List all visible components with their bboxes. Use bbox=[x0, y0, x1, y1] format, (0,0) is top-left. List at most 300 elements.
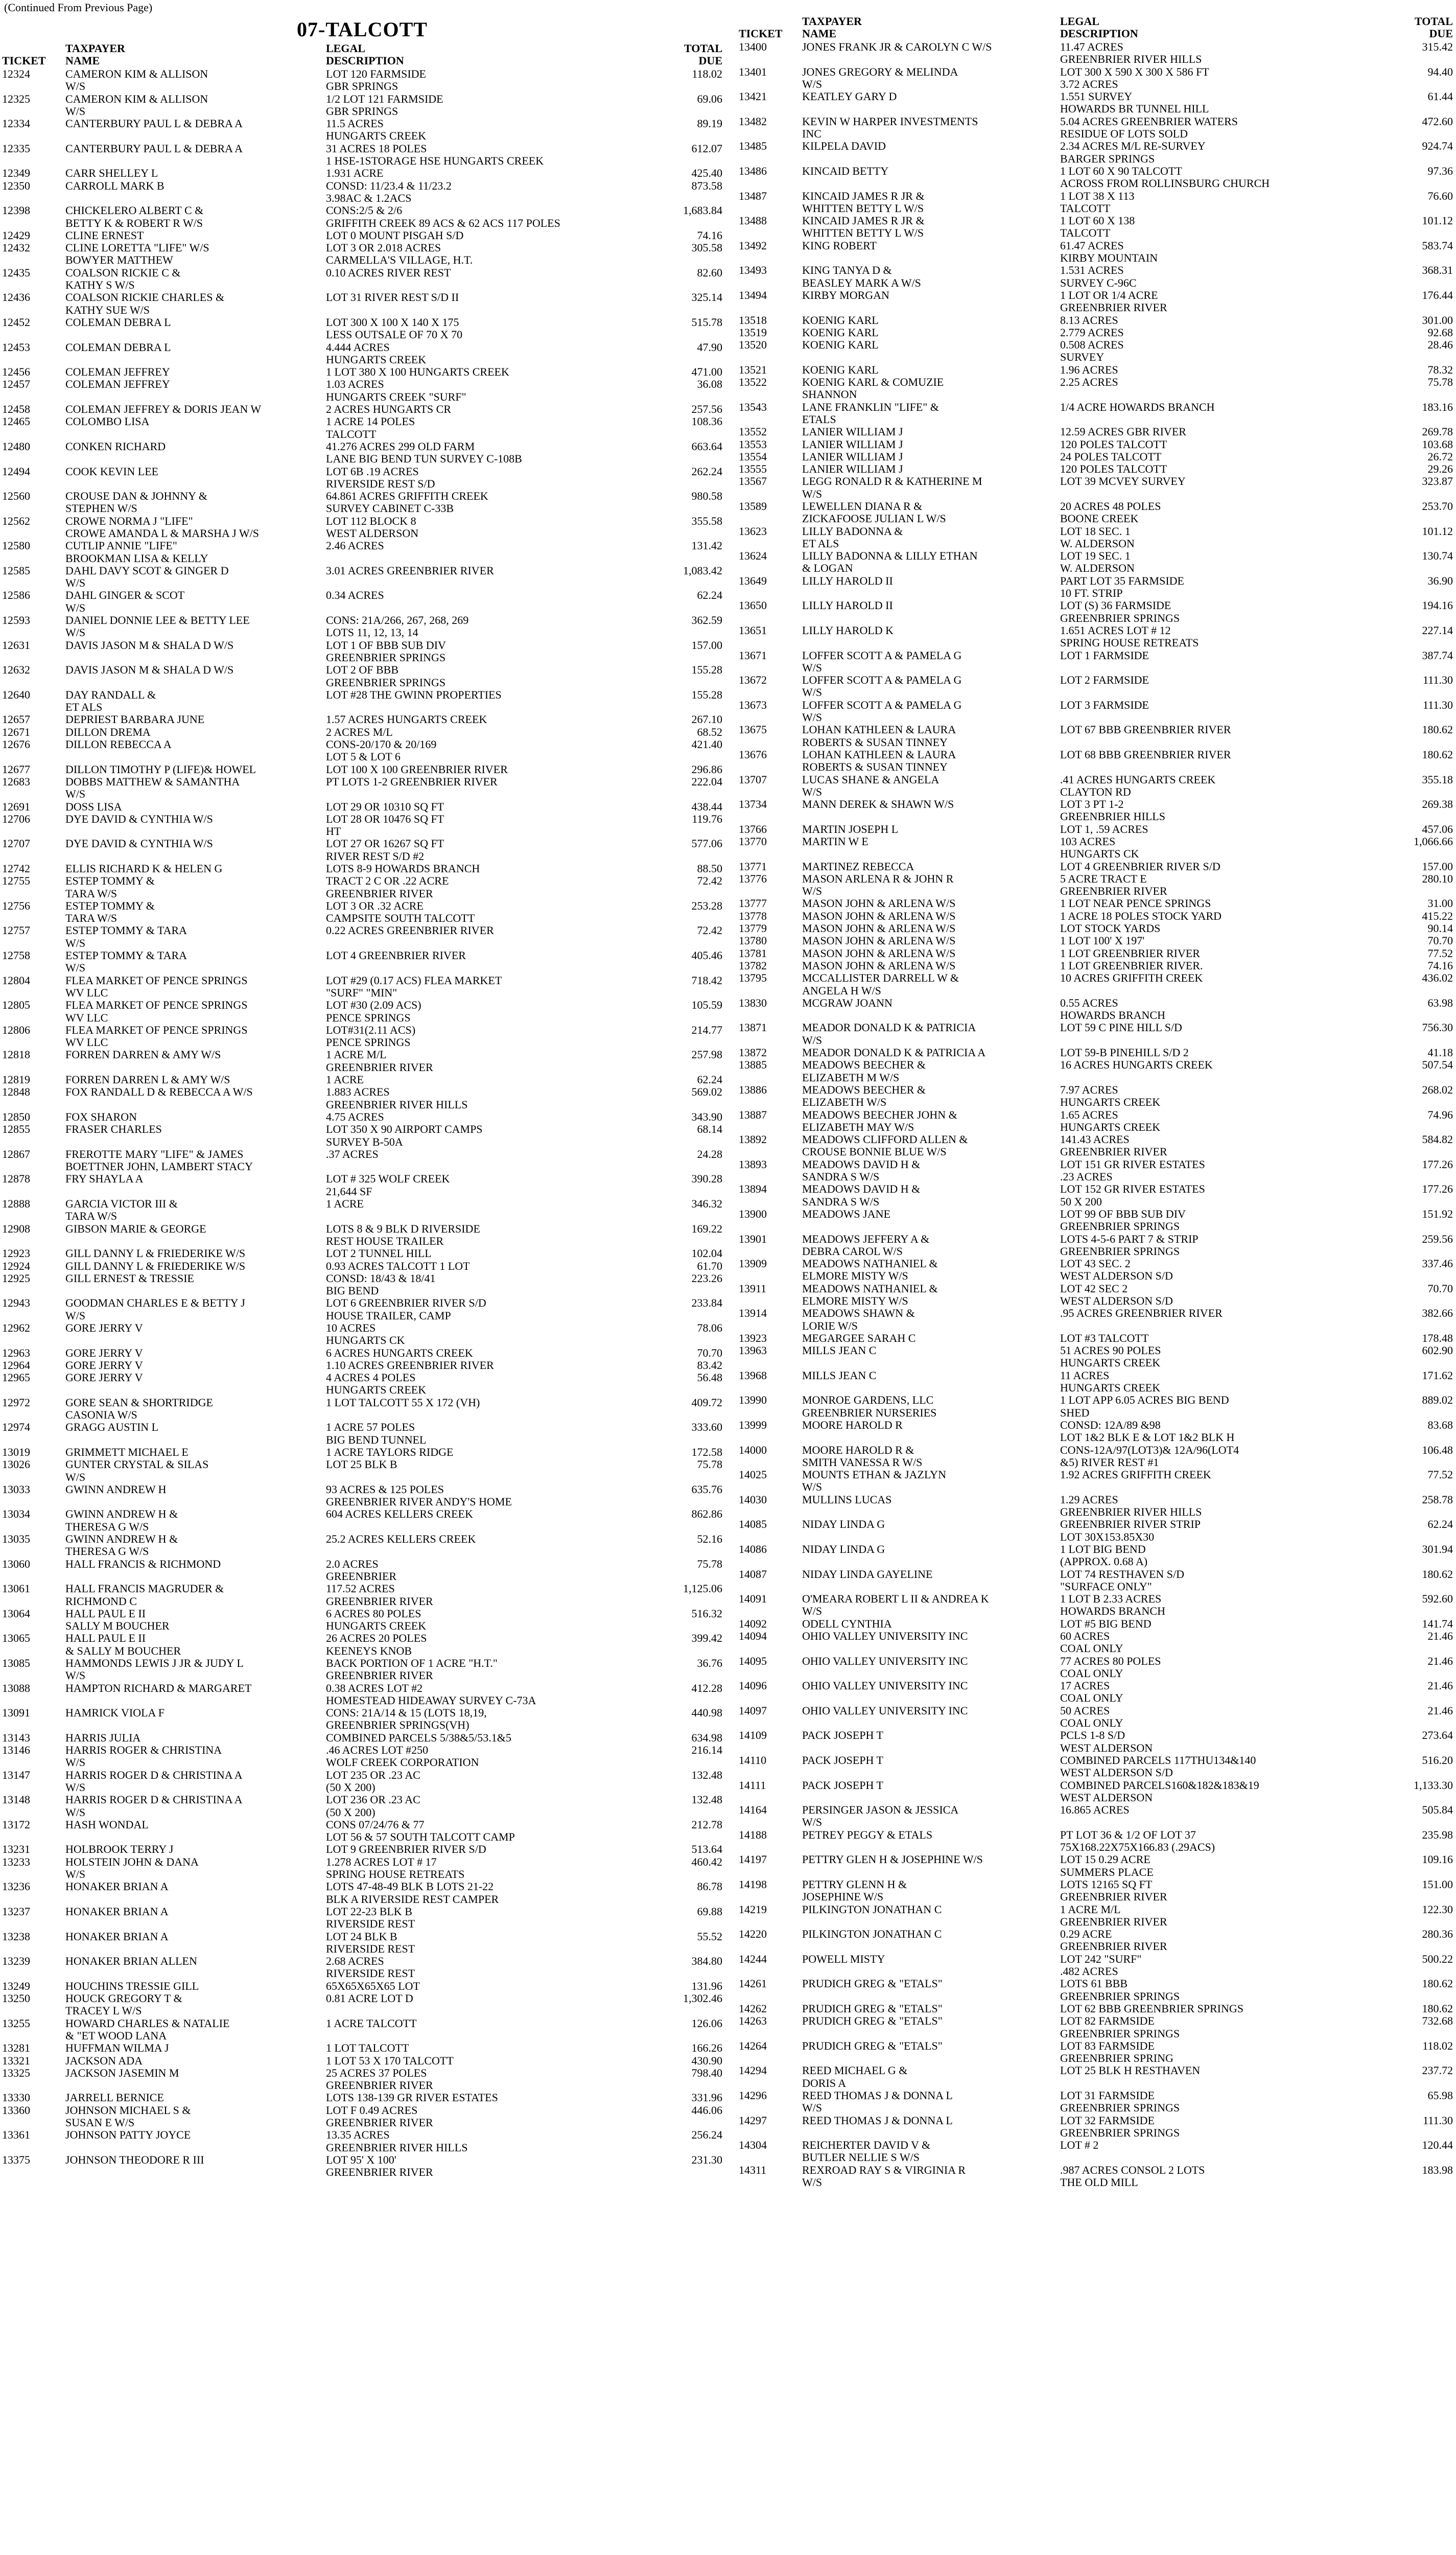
header-taxpayer-name: TAXPAYER NAME bbox=[802, 15, 862, 40]
ticket-number: 14304 bbox=[739, 2139, 767, 2152]
ticket-number: 13649 bbox=[739, 574, 767, 587]
legal-description: 1 LOT 60 X 138 TALCOTT bbox=[1060, 215, 1135, 240]
taxpayer-name: JONES GREGORY & MELINDA W/S bbox=[802, 65, 958, 90]
table-row bbox=[739, 1307, 1453, 1332]
taxpayer-name: GWINN ANDREW H & THERESA G W/S bbox=[65, 1533, 178, 1558]
taxpayer-name: REED THOMAS J & DONNA L bbox=[802, 2114, 953, 2127]
table-row bbox=[739, 960, 1453, 972]
table-row bbox=[2, 1955, 722, 1980]
total-due: 515.78 bbox=[691, 316, 722, 329]
ticket-number: 13085 bbox=[2, 1657, 30, 1669]
taxpayer-name: HOLBROOK TERRY J bbox=[65, 1843, 174, 1856]
table-row bbox=[739, 1618, 1453, 1630]
ticket-number: 13707 bbox=[739, 773, 767, 786]
legal-description: LOT 99 OF BBB SUB DIV GREENBRIER SPRINGS bbox=[1060, 1207, 1186, 1233]
ticket-number: 13555 bbox=[739, 463, 767, 476]
legal-description: LOT 67 BBB GREENBRIER RIVER bbox=[1060, 724, 1231, 736]
ticket-number: 13676 bbox=[739, 748, 767, 761]
table-row bbox=[2, 1347, 722, 1359]
total-due: 337.46 bbox=[1422, 1258, 1453, 1270]
taxpayer-name: DAVIS JASON M & SHALA D W/S bbox=[65, 664, 234, 677]
taxpayer-name: KIRBY MORGAN bbox=[802, 289, 889, 301]
legal-description: 10 ACRES GRIFFITH CREEK bbox=[1060, 972, 1203, 985]
legal-description: 141.43 ACRES GREENBRIER RIVER bbox=[1060, 1133, 1167, 1158]
table-row bbox=[2, 1247, 722, 1260]
total-due: 296.86 bbox=[691, 763, 722, 776]
taxpayer-name: KING TANYA D & BEASLEY MARK A W/S bbox=[802, 264, 921, 289]
header-taxpayer-name: TAXPAYER NAME bbox=[65, 42, 125, 67]
table-row bbox=[739, 1518, 1453, 1543]
taxpayer-name: GILL DANNY L & FRIEDERIKE W/S bbox=[65, 1247, 246, 1260]
taxpayer-name: MASON JOHN & ARLENA W/S bbox=[802, 922, 956, 935]
total-due: 355.58 bbox=[691, 515, 722, 527]
ticket-number: 12867 bbox=[2, 1148, 30, 1160]
taxpayer-name: DANIEL DONNIE LEE & BETTY LEE W/S bbox=[65, 614, 250, 639]
taxpayer-name: MANN DEREK & SHAWN W/S bbox=[802, 798, 954, 811]
ticket-number: 13651 bbox=[739, 624, 767, 637]
legal-description: .46 ACRES LOT #250 WOLF CREEK CORPORATION bbox=[326, 1744, 479, 1769]
legal-description: 77 ACRES 80 POLES COAL ONLY bbox=[1060, 1655, 1161, 1680]
total-due: 70.70 bbox=[1427, 935, 1453, 947]
ticket-number: 13494 bbox=[739, 289, 767, 301]
legal-description: 1 ACRE 18 POLES STOCK YARD bbox=[1060, 910, 1222, 922]
legal-description: 1 LOT TALCOTT bbox=[326, 2042, 409, 2055]
legal-description: 1.03 ACRES HUNGARTS CREEK "SURF" bbox=[326, 378, 466, 403]
taxpayer-name: PETTRY GLEN H & JOSEPHINE W/S bbox=[802, 1853, 983, 1866]
legal-description: 1 LOT BIG BEND (APPROX. 0.68 A) bbox=[1060, 1543, 1148, 1568]
taxpayer-name: GORE JERRY V bbox=[65, 1372, 143, 1384]
total-due: 178.48 bbox=[1422, 1332, 1453, 1344]
total-due: 177.26 bbox=[1422, 1158, 1453, 1171]
taxpayer-name: JACKSON JASEMIN M bbox=[65, 2066, 179, 2079]
total-due: 75.78 bbox=[1427, 376, 1453, 389]
total-due: 1,683.84 bbox=[683, 204, 722, 217]
taxpayer-name: KINCAID JAMES R JR & WHITTEN BETTY L W/S bbox=[802, 190, 925, 215]
legal-description: 1 ACRE TALCOTT bbox=[326, 2017, 417, 2030]
table-row bbox=[739, 1444, 1453, 1469]
total-due: 83.42 bbox=[697, 1359, 722, 1372]
table-row bbox=[2, 1421, 722, 1446]
legal-description: 1.10 ACRES GREENBRIER RIVER bbox=[326, 1359, 494, 1372]
taxpayer-name: LUCAS SHANE & ANGELA W/S bbox=[802, 773, 940, 798]
taxpayer-name: LANIER WILLIAM J bbox=[802, 450, 903, 463]
legal-description: 5.04 ACRES GREENBRIER WATERS RESIDUE OF LOTS SOLD bbox=[1060, 115, 1238, 141]
ticket-number: 13770 bbox=[739, 835, 767, 848]
total-due: 346.32 bbox=[691, 1198, 722, 1211]
taxpayer-name: DAHL GINGER & SCOT W/S bbox=[65, 589, 185, 614]
table-row bbox=[739, 1630, 1453, 1655]
taxpayer-name: ODELL CYNTHIA bbox=[802, 1617, 892, 1630]
ticket-number: 13893 bbox=[739, 1158, 767, 1171]
ticket-number: 14263 bbox=[739, 2015, 767, 2028]
table-row bbox=[739, 1593, 1453, 1618]
table-row bbox=[2, 1074, 722, 1086]
total-due: 305.58 bbox=[691, 242, 722, 254]
legal-description: 2.34 ACRES M/L RE-SURVEY BARGER SPRINGS bbox=[1060, 140, 1206, 165]
taxpayer-name: CLINE ERNEST bbox=[65, 229, 144, 242]
legal-description: 2 ACRES HUNGARTS CR bbox=[326, 403, 452, 416]
total-due: 118.02 bbox=[692, 68, 722, 80]
left-column bbox=[2, 15, 722, 2178]
ticket-number: 13671 bbox=[739, 649, 767, 662]
table-row bbox=[2, 2154, 722, 2179]
ticket-number: 12585 bbox=[2, 564, 30, 577]
legal-description: 1 LOT 38 X 113 TALCOTT bbox=[1060, 190, 1135, 215]
total-due: 55.52 bbox=[697, 1930, 722, 1943]
legal-description: LOT #5 BIG BEND bbox=[1060, 1617, 1152, 1630]
legal-description: LOT 31 RIVER REST S/D II bbox=[326, 291, 459, 304]
table-row bbox=[2, 900, 722, 925]
taxpayer-name: GWINN ANDREW H & THERESA G W/S bbox=[65, 1508, 178, 1533]
total-due: 132.48 bbox=[691, 1769, 722, 1781]
taxpayer-name: FLEA MARKET OF PENCE SPRINGS WV LLC bbox=[65, 974, 248, 999]
ticket-number: 13911 bbox=[739, 1282, 767, 1295]
legal-description: PT LOTS 1-2 GREENBRIER RIVER bbox=[326, 775, 498, 788]
legal-description: 117.52 ACRES GREENBRIER RIVER bbox=[326, 1583, 433, 1608]
taxpayer-name: HOUCK GREGORY T & TRACEY L W/S bbox=[65, 1992, 182, 2017]
table-row bbox=[739, 525, 1453, 550]
table-row bbox=[739, 823, 1453, 835]
ticket-number: 13963 bbox=[739, 1344, 767, 1357]
ticket-number: 14086 bbox=[739, 1543, 767, 1555]
total-due: 61.70 bbox=[697, 1260, 722, 1272]
taxpayer-name: REICHERTER DAVID V & BUTLER NELLIE S W/S bbox=[802, 2139, 931, 2164]
ticket-number: 13999 bbox=[739, 1419, 767, 1431]
ticket-number: 14297 bbox=[739, 2114, 767, 2127]
total-due: 253.70 bbox=[1422, 500, 1453, 513]
table-row bbox=[2, 415, 722, 440]
legal-description: LOT 95' X 100' GREENBRIER RIVER bbox=[326, 2153, 433, 2179]
taxpayer-name: KING ROBERT bbox=[802, 239, 877, 252]
table-header bbox=[2, 42, 722, 67]
ticket-number: 13485 bbox=[739, 140, 767, 153]
taxpayer-name: KOENIG KARL bbox=[802, 314, 879, 327]
taxpayer-name: PRUDICH GREG & "ETALS" bbox=[802, 2039, 943, 2052]
legal-description: LOT #30 (2.09 ACS) PENCE SPRINGS bbox=[326, 999, 421, 1024]
legal-description: 4.75 ACRES bbox=[326, 1110, 384, 1123]
total-due: 76.60 bbox=[1427, 190, 1453, 202]
taxpayer-name: KINCAID JAMES R JR & WHITTEN BETTY L W/S bbox=[802, 215, 925, 240]
legal-description: LOT 4 GREENBRIER RIVER S/D bbox=[1060, 860, 1220, 873]
total-due: 74.16 bbox=[697, 229, 722, 242]
ticket-number: 14097 bbox=[739, 1704, 767, 1717]
taxpayer-name: REED MICHAEL G & DORIS A bbox=[802, 2064, 908, 2089]
table-row bbox=[2, 689, 722, 714]
ticket-number: 12707 bbox=[2, 838, 30, 850]
table-row bbox=[739, 724, 1453, 749]
ticket-number: 14000 bbox=[739, 1444, 767, 1456]
taxpayer-name: COLEMAN JEFFREY & DORIS JEAN W bbox=[65, 403, 262, 416]
ticket-number: 13779 bbox=[739, 922, 767, 935]
legal-description: CONS: 21A/266, 267, 268, 269 LOTS 11, 12, 13, 14 bbox=[326, 614, 469, 639]
taxpayer-name: MCCALLISTER DARRELL W & ANGELA H W/S bbox=[802, 972, 959, 997]
table-row bbox=[739, 289, 1453, 314]
taxpayer-name: LOHAN KATHLEEN & LAURA ROBERTS & SUSAN TINNEY bbox=[802, 724, 956, 749]
legal-description: LOT #29 (0.17 ACS) FLEA MARKET "SURF" "MIN" bbox=[326, 974, 502, 999]
ticket-number: 13401 bbox=[739, 65, 767, 78]
legal-description: 1 ACRE M/L GREENBRIER RIVER bbox=[326, 1049, 433, 1074]
total-due: 325.14 bbox=[691, 291, 722, 304]
taxpayer-name: JOHNSON PATTY JOYCE bbox=[65, 2129, 191, 2142]
total-due: 889.02 bbox=[1422, 1394, 1453, 1407]
taxpayer-name: DOSS LISA bbox=[65, 800, 122, 813]
taxpayer-name: KOENIG KARL & COMUZIE SHANNON bbox=[802, 376, 944, 401]
legal-description: CONS-20/170 & 20/169 LOT 5 & LOT 6 bbox=[326, 738, 437, 763]
taxpayer-name: KOENIG KARL bbox=[802, 326, 879, 339]
header-legal-description: LEGAL DESCRIPTION bbox=[326, 42, 404, 67]
taxpayer-name: MASON JOHN & ARLENA W/S bbox=[802, 935, 956, 947]
taxpayer-name: HOWARD CHARLES & NATALIE & "ET WOOD LANA bbox=[65, 2017, 230, 2042]
taxpayer-name: GIBSON MARIE & GEORGE bbox=[65, 1222, 206, 1235]
legal-description: LOT#31(2.11 ACS) PENCE SPRINGS bbox=[326, 1024, 416, 1049]
table-row bbox=[739, 897, 1453, 910]
taxpayer-name: HARRIS JULIA bbox=[65, 1731, 141, 1744]
legal-description: CONSD: 12A/89 &98 LOT 1&2 BLK E & LOT 1&2 BLK H bbox=[1060, 1419, 1235, 1444]
ticket-number: 12962 bbox=[2, 1321, 30, 1334]
legal-description: 17 ACRES COAL ONLY bbox=[1060, 1680, 1123, 1705]
ticket-number: 14092 bbox=[739, 1617, 767, 1630]
total-due: 235.98 bbox=[1422, 1828, 1453, 1841]
legal-description: 12.59 ACRES GBR RIVER bbox=[1060, 426, 1186, 438]
legal-description: PCLS 1-8 S/D WEST ALDERSON bbox=[1060, 1729, 1153, 1754]
table-row bbox=[2, 875, 722, 900]
taxpayer-name: FLEA MARKET OF PENCE SPRINGS WV LLC bbox=[65, 1024, 248, 1049]
header-ticket: TICKET bbox=[739, 27, 783, 40]
legal-description: LOT 3 OR 2.018 ACRES CARMELLA'S VILLAGE, H.T. bbox=[326, 242, 473, 267]
taxpayer-name: MEADOWS SHAWN & LORIE W/S bbox=[802, 1307, 915, 1332]
legal-description: LOT (S) 36 FARMSIDE GREENBRIER SPRINGS bbox=[1060, 599, 1180, 624]
ticket-number: 14262 bbox=[739, 2002, 767, 2015]
legal-description: 65X65X65X65 LOT bbox=[326, 1980, 420, 1992]
taxpayer-name: MEADOWS BEECHER & ELIZABETH W/S bbox=[802, 1083, 926, 1109]
legal-description: 2.68 ACRES RIVERSIDE REST bbox=[326, 1955, 415, 1980]
taxpayer-name: MULLINS LUCAS bbox=[802, 1493, 892, 1506]
table-row bbox=[2, 1359, 722, 1372]
taxpayer-name: CARR SHELLEY L bbox=[65, 167, 158, 180]
table-row bbox=[739, 1953, 1453, 1978]
legal-description: 1 ACRE M/L GREENBRIER RIVER bbox=[1060, 1903, 1167, 1928]
legal-description: 8.13 ACRES bbox=[1060, 314, 1118, 327]
table-row bbox=[2, 1880, 722, 1906]
table-row bbox=[739, 1903, 1453, 1929]
table-row bbox=[2, 1049, 722, 1074]
legal-description: LOT STOCK YARDS bbox=[1060, 922, 1161, 935]
table-row bbox=[739, 140, 1453, 165]
legal-description: LOT #28 THE GWINN PROPERTIES bbox=[326, 688, 502, 701]
taxpayer-name: PACK JOSEPH T bbox=[802, 1779, 883, 1792]
ticket-number: 13237 bbox=[2, 1905, 30, 1918]
legal-description: CONS-12A/97(LOT3)& 12A/96(LOT4 &5) RIVER REST #1 bbox=[1060, 1444, 1239, 1469]
taxpayer-name: LILLY HAROLD II bbox=[802, 599, 893, 612]
total-due: 155.28 bbox=[691, 688, 722, 701]
taxpayer-name: CAMERON KIM & ALLISON W/S bbox=[65, 92, 208, 118]
total-due: 68.52 bbox=[697, 726, 722, 738]
legal-description: LOT 62 BBB GREENBRIER SPRINGS bbox=[1060, 2002, 1243, 2015]
ticket-number: 12562 bbox=[2, 515, 30, 527]
taxpayer-name: DEPRIEST BARBARA JUNE bbox=[65, 713, 205, 726]
ticket-number: 12458 bbox=[2, 403, 30, 416]
taxpayer-name: MONROE GARDENS, LLC GREENBRIER NURSERIES bbox=[802, 1394, 937, 1419]
taxpayer-name: HAMMONDS LEWIS J JR & JUDY L W/S bbox=[65, 1657, 244, 1682]
right-rows bbox=[739, 41, 1453, 2189]
legal-description: 31 ACRES 18 POLES 1 HSE-1STORAGE HSE HUNGARTS CREEK bbox=[326, 142, 544, 168]
taxpayer-name: GARCIA VICTOR III & TARA W/S bbox=[65, 1198, 178, 1223]
legal-description: CONS: 21A/14 & 15 (LOTS 18,19, GREENBRIER SPRINGS(VH) bbox=[326, 1707, 487, 1732]
ticket-number: 14198 bbox=[739, 1878, 767, 1891]
legal-description: 50 ACRES COAL ONLY bbox=[1060, 1704, 1123, 1730]
total-due: 384.80 bbox=[691, 1955, 722, 1968]
taxpayer-name: DILLON TIMOTHY P (LIFE)& HOWEL bbox=[65, 763, 256, 776]
taxpayer-name: CANTERBURY PAUL L & DEBRA A bbox=[65, 142, 243, 155]
table-row bbox=[2, 1906, 722, 1931]
legal-description: 1 LOT 60 X 90 TALCOTT ACROSS FROM ROLLINSBURG CHURCH bbox=[1060, 165, 1270, 190]
table-row bbox=[739, 1084, 1453, 1109]
taxpayer-name: LOFFER SCOTT A & PAMELA G W/S bbox=[802, 649, 962, 674]
table-row bbox=[739, 1419, 1453, 1444]
ticket-number: 13360 bbox=[2, 2104, 30, 2117]
total-due: 756.30 bbox=[1422, 1021, 1453, 1034]
total-due: 223.26 bbox=[691, 1272, 722, 1285]
ticket-number: 14197 bbox=[739, 1853, 767, 1866]
taxpayer-name: GWINN ANDREW H bbox=[65, 1483, 167, 1496]
total-due: 69.06 bbox=[697, 92, 722, 105]
total-due: 592.60 bbox=[1422, 1593, 1453, 1606]
taxpayer-name: JOHNSON THEODORE R III bbox=[65, 2153, 204, 2166]
table-row bbox=[2, 2104, 722, 2129]
table-row bbox=[2, 93, 722, 118]
table-row bbox=[739, 475, 1453, 500]
total-due: 231.30 bbox=[691, 2153, 722, 2166]
taxpayer-name: LEWELLEN DIANA R & ZICKAFOOSE JULIAN L W/S bbox=[802, 500, 946, 525]
ticket-number: 13892 bbox=[739, 1133, 767, 1146]
total-due: 253.28 bbox=[691, 899, 722, 912]
taxpayer-name: OHIO VALLEY UNIVERSITY INC bbox=[802, 1655, 968, 1667]
legal-description: 1 ACRE TAYLORS RIDGE bbox=[326, 1446, 454, 1458]
taxpayer-name: NIDAY LINDA G bbox=[802, 1518, 885, 1531]
taxpayer-name: HOUCHINS TRESSIE GILL bbox=[65, 1980, 199, 1992]
taxpayer-name: GUNTER CRYSTAL & SILAS W/S bbox=[65, 1458, 209, 1483]
legal-description: BACK PORTION OF 1 ACRE "H.T." GREENBRIER RIVER bbox=[326, 1657, 498, 1682]
ticket-number: 12691 bbox=[2, 800, 30, 813]
header-legal-description: LEGAL DESCRIPTION bbox=[1060, 15, 1138, 40]
legal-description: 11 ACRES HUNGARTS CREEK bbox=[1060, 1369, 1161, 1395]
total-due: 97.36 bbox=[1427, 165, 1453, 177]
total-due: 171.62 bbox=[1422, 1369, 1453, 1382]
taxpayer-name: HOLSTEIN JOHN & DANA W/S bbox=[65, 1855, 199, 1881]
table-row bbox=[739, 165, 1453, 190]
total-due: 70.70 bbox=[1427, 1282, 1453, 1295]
total-due: 732.68 bbox=[1422, 2015, 1453, 2028]
table-row bbox=[2, 1992, 722, 2017]
legal-description: LOT 235 OR .23 AC (50 X 200) bbox=[326, 1769, 420, 1794]
table-row bbox=[739, 935, 1453, 947]
total-due: 471.00 bbox=[691, 366, 722, 379]
ticket-number: 13172 bbox=[2, 1818, 30, 1831]
ticket-number: 14296 bbox=[739, 2089, 767, 2102]
ticket-number: 13148 bbox=[2, 1794, 30, 1806]
taxpayer-name: HUFFMAN WILMA J bbox=[65, 2042, 169, 2055]
ticket-number: 13482 bbox=[739, 115, 767, 128]
table-row bbox=[739, 2089, 1453, 2115]
total-due: 78.32 bbox=[1427, 363, 1453, 376]
table-row bbox=[2, 1148, 722, 1173]
legal-description: 0.34 ACRES bbox=[326, 589, 384, 602]
ticket-number: 12580 bbox=[2, 540, 30, 552]
table-row bbox=[739, 1705, 1453, 1730]
legal-description: LOTS 61 BBB GREENBRIER SPRINGS bbox=[1060, 1978, 1180, 2003]
ticket-number: 13901 bbox=[739, 1233, 767, 1245]
taxpayer-name: MCGRAW JOANN bbox=[802, 996, 893, 1009]
total-due: 862.86 bbox=[691, 1508, 722, 1521]
legal-description: 0.55 ACRES HOWARDS BRANCH bbox=[1060, 996, 1165, 1022]
table-row bbox=[2, 1272, 722, 1297]
ticket-number: 12805 bbox=[2, 999, 30, 1012]
legal-description: GREENBRIER RIVER STRIP LOT 30X153.85X30 bbox=[1060, 1518, 1201, 1543]
total-due: 120.44 bbox=[1422, 2139, 1453, 2152]
ticket-number: 14244 bbox=[739, 1953, 767, 1965]
taxpayer-name: HONAKER BRIAN A bbox=[65, 1905, 169, 1918]
total-due: 382.66 bbox=[1422, 1307, 1453, 1320]
table-row bbox=[2, 1508, 722, 1533]
legal-description: 120 POLES TALCOTT bbox=[1060, 463, 1167, 476]
table-row bbox=[2, 1372, 722, 1397]
taxpayer-name: HAMRICK VIOLA F bbox=[65, 1707, 165, 1720]
legal-description: LOT # 325 WOLF CREEK 21,644 SF bbox=[326, 1173, 450, 1198]
table-row bbox=[2, 316, 722, 341]
total-due: 74.16 bbox=[1427, 959, 1453, 972]
total-due: 88.50 bbox=[697, 863, 722, 875]
table-row bbox=[739, 947, 1453, 960]
taxpayer-name: MEADOWS NATHANIEL & ELMORE MISTY W/S bbox=[802, 1258, 938, 1283]
taxpayer-name: MOORE HAROLD R & SMITH VANESSA R W/S bbox=[802, 1444, 923, 1469]
total-due: 569.02 bbox=[691, 1086, 722, 1099]
taxpayer-name: PETREY PEGGY & ETALS bbox=[802, 1828, 933, 1841]
ticket-number: 13781 bbox=[739, 947, 767, 960]
taxpayer-name: O'MEARA ROBERT L II & ANDREA K W/S bbox=[802, 1593, 989, 1618]
table-row bbox=[739, 1394, 1453, 1419]
ticket-number: 12494 bbox=[2, 465, 30, 478]
ticket-number: 14164 bbox=[739, 1804, 767, 1817]
table-row bbox=[739, 1332, 1453, 1344]
taxpayer-name: PETTRY GLENN H & JOSEPHINE W/S bbox=[802, 1878, 907, 1903]
table-row bbox=[739, 1680, 1453, 1705]
total-due: 21.46 bbox=[1427, 1680, 1453, 1692]
legal-description: 1.883 ACRES GREENBRIER RIVER HILLS bbox=[326, 1086, 468, 1111]
total-due: 355.18 bbox=[1422, 773, 1453, 786]
ticket-number: 13543 bbox=[739, 401, 767, 413]
table-row bbox=[739, 2003, 1453, 2015]
ticket-number: 13255 bbox=[2, 2017, 30, 2030]
ticket-number: 12683 bbox=[2, 775, 30, 788]
total-due: 90.14 bbox=[1427, 922, 1453, 935]
legal-description: 26 ACRES 20 POLES KEENEYS KNOB bbox=[326, 1632, 427, 1657]
taxpayer-name: MILLS JEAN C bbox=[802, 1369, 877, 1382]
total-due: 663.64 bbox=[691, 440, 722, 453]
taxpayer-name: HARRIS ROGER D & CHRISTINA A W/S bbox=[65, 1769, 243, 1794]
total-due: 233.84 bbox=[691, 1297, 722, 1310]
table-row bbox=[739, 861, 1453, 873]
ticket-number: 12848 bbox=[2, 1086, 30, 1099]
ticket-number: 13487 bbox=[739, 190, 767, 202]
legal-description: LOTS 8 & 9 BLK D RIVERSIDE REST HOUSE TRAILER bbox=[326, 1222, 480, 1247]
taxpayer-name: LEGG RONALD R & KATHERINE M W/S bbox=[802, 475, 982, 500]
ticket-number: 12398 bbox=[2, 204, 30, 217]
total-due: 155.28 bbox=[691, 664, 722, 677]
taxpayer-name: ELLIS RICHARD K & HELEN G bbox=[65, 863, 223, 875]
table-row bbox=[2, 291, 722, 316]
total-due: 74.96 bbox=[1427, 1108, 1453, 1121]
total-due: 425.40 bbox=[691, 167, 722, 180]
